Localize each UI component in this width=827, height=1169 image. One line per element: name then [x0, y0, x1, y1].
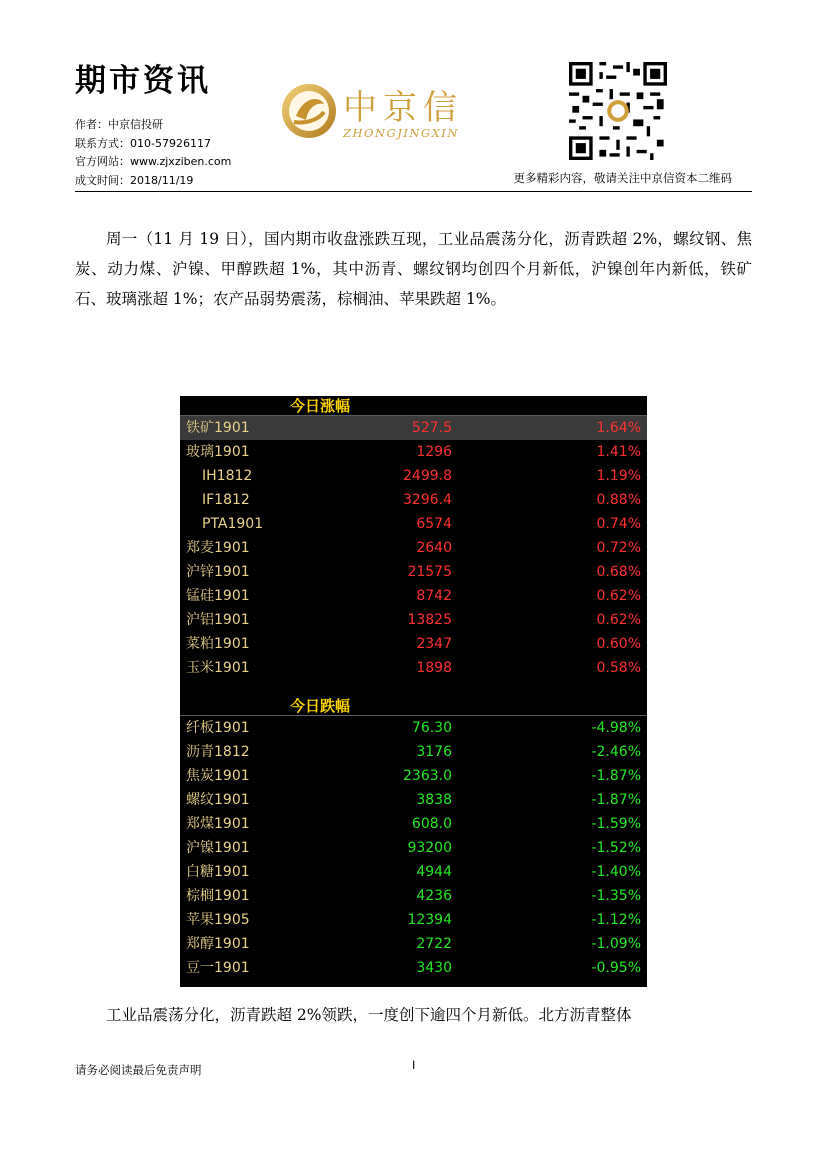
contract-change: 1.19% — [596, 468, 641, 484]
table-row — [180, 932, 647, 956]
contract-price: 21575 — [407, 564, 452, 580]
contract-price: 4236 — [416, 888, 452, 904]
table-row — [180, 608, 647, 632]
contract-change: 0.58% — [596, 660, 641, 676]
contract-name: 焦炭1901 — [186, 768, 250, 784]
contract-price: 3430 — [416, 960, 452, 976]
contract-name: 玉米1901 — [186, 660, 250, 676]
losers-header — [180, 696, 647, 716]
contract-price: 2640 — [416, 540, 452, 556]
contract-price: 12394 — [407, 912, 452, 928]
website-line: 官方网站：www.zjxziben.com — [75, 155, 232, 168]
gainers-list — [180, 416, 647, 680]
contract-name: 螺纹1901 — [186, 792, 250, 808]
contract-price: 2347 — [416, 636, 452, 652]
contract-price: 3296.4 — [403, 492, 452, 508]
contract-change: -4.98% — [591, 720, 641, 736]
brand-logo — [280, 82, 490, 146]
date-line: 成文时间：2018/11/19 — [75, 173, 194, 187]
contract-price: 1898 — [416, 660, 452, 676]
table-row — [180, 632, 647, 656]
contract-price: 8742 — [416, 588, 452, 604]
table-row — [180, 788, 647, 812]
contract-price: 93200 — [407, 840, 452, 856]
qr-code-icon — [569, 62, 667, 160]
quote-table — [180, 396, 647, 987]
contract-change: -1.35% — [591, 888, 641, 904]
contract-change: 0.60% — [596, 636, 641, 652]
contact-line: 联系方式：010-57926117 — [75, 136, 211, 150]
table-row — [180, 536, 647, 560]
table-row — [180, 884, 647, 908]
contract-price: 3838 — [416, 792, 452, 808]
report-title: 期市资讯 — [75, 63, 211, 99]
contract-price: 6574 — [416, 516, 452, 532]
contract-name: 沪锌1901 — [186, 564, 250, 580]
contract-name: 郑麦1901 — [186, 540, 250, 556]
logo-chinese-text: 中京信 — [343, 88, 463, 128]
contract-change: 0.72% — [596, 540, 641, 556]
logo-emblem-icon — [280, 82, 338, 140]
contract-change: 1.41% — [596, 444, 641, 460]
contract-change: -0.95% — [591, 960, 641, 976]
contract-change: 0.62% — [596, 612, 641, 628]
contract-name: IF1812 — [202, 492, 250, 508]
contract-name: 纤板1901 — [186, 720, 250, 736]
contract-name: 豆一1901 — [186, 960, 250, 976]
table-row — [180, 440, 647, 464]
contract-change: -1.09% — [591, 936, 641, 952]
contract-change: -1.52% — [591, 840, 641, 856]
contract-price: 3176 — [416, 744, 452, 760]
table-row — [180, 740, 647, 764]
losers-title: 今日跌幅 — [290, 697, 351, 715]
losers-list — [180, 716, 647, 980]
contract-price: 608.0 — [411, 816, 452, 832]
table-row — [180, 812, 647, 836]
contract-change: -1.40% — [591, 864, 641, 880]
table-row — [180, 560, 647, 584]
contract-change: -1.87% — [591, 768, 641, 784]
contract-price: 1296 — [416, 444, 452, 460]
report-meta — [75, 116, 231, 190]
paragraph-analysis: 工业品震荡分化，沥青跌超 2%领跌，一度创下逾四个月新低。北方沥青整体 — [106, 1006, 632, 1024]
contract-price: 2363.0 — [403, 768, 452, 784]
contract-name: 菜粕1901 — [186, 636, 250, 652]
contract-name: 棕榈1901 — [186, 888, 250, 904]
contract-change: -1.59% — [591, 816, 641, 832]
contract-name: 白糖1901 — [186, 864, 250, 880]
contract-name: 玻璃1901 — [186, 444, 250, 460]
table-row — [180, 956, 647, 980]
contract-change: 0.74% — [596, 516, 641, 532]
disclaimer-note: 请务必阅读最后免责声明 — [75, 1063, 202, 1077]
table-row — [180, 908, 647, 932]
header-divider — [75, 191, 752, 192]
contract-change: -1.12% — [591, 912, 641, 928]
author-line: 作者：中京信投研 — [75, 118, 163, 131]
contract-price: 2499.8 — [403, 468, 452, 484]
contract-price: 2722 — [416, 936, 452, 952]
table-row — [180, 584, 647, 608]
table-row — [180, 512, 647, 536]
table-row — [180, 656, 647, 680]
contract-name: 铁矿1901 — [186, 420, 250, 436]
contract-price: 76.30 — [411, 720, 452, 736]
contract-price: 13825 — [407, 612, 452, 628]
contract-name: 苹果1905 — [186, 912, 250, 928]
contract-change: -2.46% — [591, 744, 641, 760]
contract-name: 郑醇1901 — [186, 936, 250, 952]
table-row — [180, 464, 647, 488]
contract-name: IH1812 — [202, 468, 253, 484]
logo-english-text: ZHONGJINGXIN — [343, 126, 459, 140]
contract-name: 沥青1812 — [186, 744, 250, 760]
table-row — [180, 488, 647, 512]
table-row — [180, 416, 647, 440]
page-number: I — [412, 1058, 416, 1072]
contract-price: 4944 — [416, 864, 452, 880]
table-row — [180, 764, 647, 788]
contract-change: 0.88% — [596, 492, 641, 508]
gainers-header — [180, 396, 647, 416]
contract-price: 527.5 — [411, 420, 452, 436]
paragraph-summary: 周一（11 月 19 日），国内期市收盘涨跌互现，工业品震荡分化，沥青跌超 2%，螺纹钢、焦炭、动力煤、沪镍、甲醇跌超 1%，其中沥青、螺纹钢均创四个月新低，沪镍创年内新低，铁矿石、玻璃涨超 1%；农产品弱势震荡，棕榈油、苹果跌超 1%。 — [75, 230, 752, 308]
table-row — [180, 836, 647, 860]
contract-change: -1.87% — [591, 792, 641, 808]
gainers-title: 今日涨幅 — [290, 397, 351, 415]
contract-change: 1.64% — [596, 420, 641, 436]
section-gap — [180, 680, 647, 696]
contract-change: 0.62% — [596, 588, 641, 604]
qr-caption: 更多精彩内容，敬请关注中京信资本二维码 — [513, 171, 732, 185]
contract-name: 锰硅1901 — [186, 588, 250, 604]
contract-name: 沪镍1901 — [186, 840, 250, 856]
table-row — [180, 860, 647, 884]
contract-name: PTA1901 — [202, 516, 264, 532]
contract-name: 沪铝1901 — [186, 612, 250, 628]
table-row — [180, 716, 647, 740]
contract-name: 郑煤1901 — [186, 816, 250, 832]
contract-change: 0.68% — [596, 564, 641, 580]
